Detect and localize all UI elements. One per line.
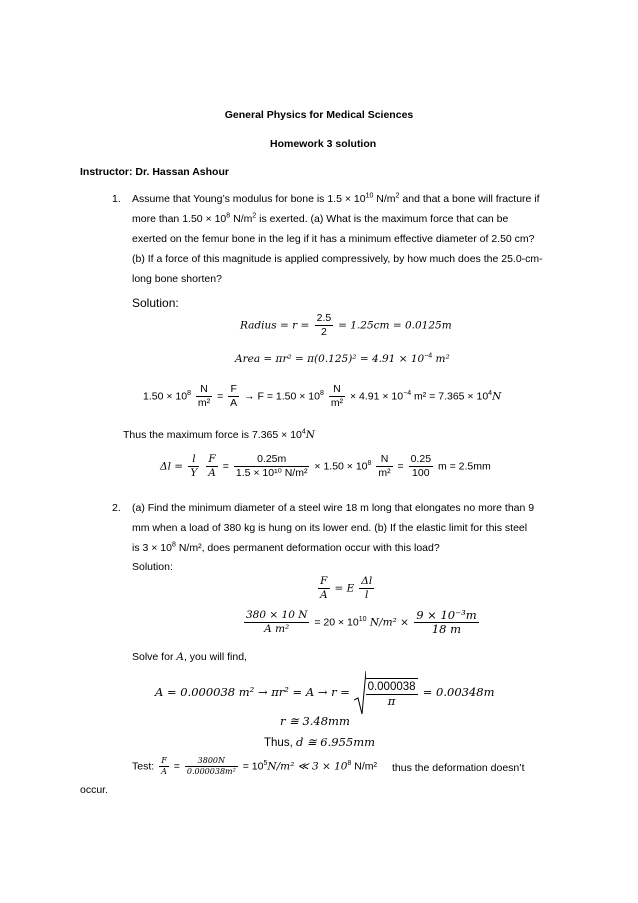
problem1-line2: more than $1.50 \times 10^8$ $N/m^2$ is exerted. (a) What is the maximum force that can be xyxy=(132,212,509,225)
thus-diameter-line: Thus, d ≅ 6.955mm xyxy=(264,735,376,749)
problem1-solution-label: Solution: xyxy=(132,296,179,310)
problem1-number: 1. xyxy=(112,193,121,205)
homework-title: Homework 3 solution xyxy=(270,138,377,150)
delta-l-equation: Δl = $\frac{l}{Y}$ $\frac{F}{A}$ = $\frac{0.25m}{\text{1.5 × 10¹⁰ N/m²}}$ × $1.50 \times 10^8$ $\frac{N}{\text{m²}}$ = $\frac{0.25}{100}$ m = 2.5mm xyxy=(160,453,491,479)
solve-for-line: Solve for A, you will find, xyxy=(132,651,247,663)
test-conclusion: thus the deformation doesn’t xyxy=(392,762,525,774)
occur-line: occur. xyxy=(80,784,109,796)
radius-equation: Radius = r = $\frac{2.5}{2}$ = 1.25cm = 0.0125m xyxy=(240,312,452,338)
stress-strain-equation: $\frac{F}{A}$ = E $\frac{\Delta l}{l}$ xyxy=(320,575,373,601)
problem1-line3: exerted on the femur bone in the leg if it has a minimum effective diameter of 2.50 cm? xyxy=(132,233,535,245)
problem2-solution-label: Solution: xyxy=(132,561,173,573)
instructor-line: Instructor: Dr. Hassan Ashour xyxy=(80,166,229,178)
problem2-number: 2. xyxy=(112,502,121,514)
test-line: Test: $\frac{F}{A}$ = $\frac{3800N}{\text{0.000038m²}}$ = $10^5N/m^2$ ≪ $3 \times 10^8$ N/m² xyxy=(132,756,378,776)
max-force-line: Thus the maximum force is $7.365 \times 10^4N$ xyxy=(123,428,315,441)
force-equation: $1.50 \times 10^8$ $\frac{N}{\text{m²}}$ = $\frac{F}{A}$ → $F = 1.50 \times 10^8$ $\frac{N}{\text{m²}}$ × $4.91 \times 10^{-4}$ $m^2 = 7.365 \times 10^4N$ xyxy=(143,383,502,409)
area-equation: Area = $\pi r^2 = \pi(0.125)^2 = 4.91 \times 10^{-4}$ m² xyxy=(235,352,450,365)
problem2-line1: (a) Find the minimum diameter of a steel wire 18 m long that elongates no more than 9 xyxy=(132,502,535,514)
radius-sqrt-equation: A = 0.000038 m² → πr² = A → r = $\frac{0.000038}{\pi}$ = 0.00348m xyxy=(155,670,495,716)
problem1-line4: (b) If a force of this magnitude is applied compressively, by how much does the 25.0-cm- xyxy=(132,253,543,265)
course-title: General Physics for Medical Sciences xyxy=(224,109,414,121)
problem2-line2: mm when a load of 380 kg is hung on its lower end. (b) If the elastic limit for this steel xyxy=(132,522,528,534)
problem1-line5: long bone shorten? xyxy=(132,273,222,285)
load-equation: $\frac{380 \times 10 N}{\text{A m²}}$ = $20 \times 10^{10}$ N/m² × $\frac{\text{9 × 10⁻³m}}{18 m}$ xyxy=(246,608,477,636)
r-approx-line: r ≅ 3.48mm xyxy=(280,714,350,728)
problem2-line3: is $3 \times 10^8$ N/m², does permanent deformation occur with this load? xyxy=(132,541,440,554)
sqrt-symbol: $\frac{0.000038}{\pi}$ xyxy=(354,670,420,716)
problem1-line1: Assume that Young’s modulus for bone is $1.5 \times 10^{10}$ $N/m^2$ and that a bone will fracture if xyxy=(132,192,540,205)
